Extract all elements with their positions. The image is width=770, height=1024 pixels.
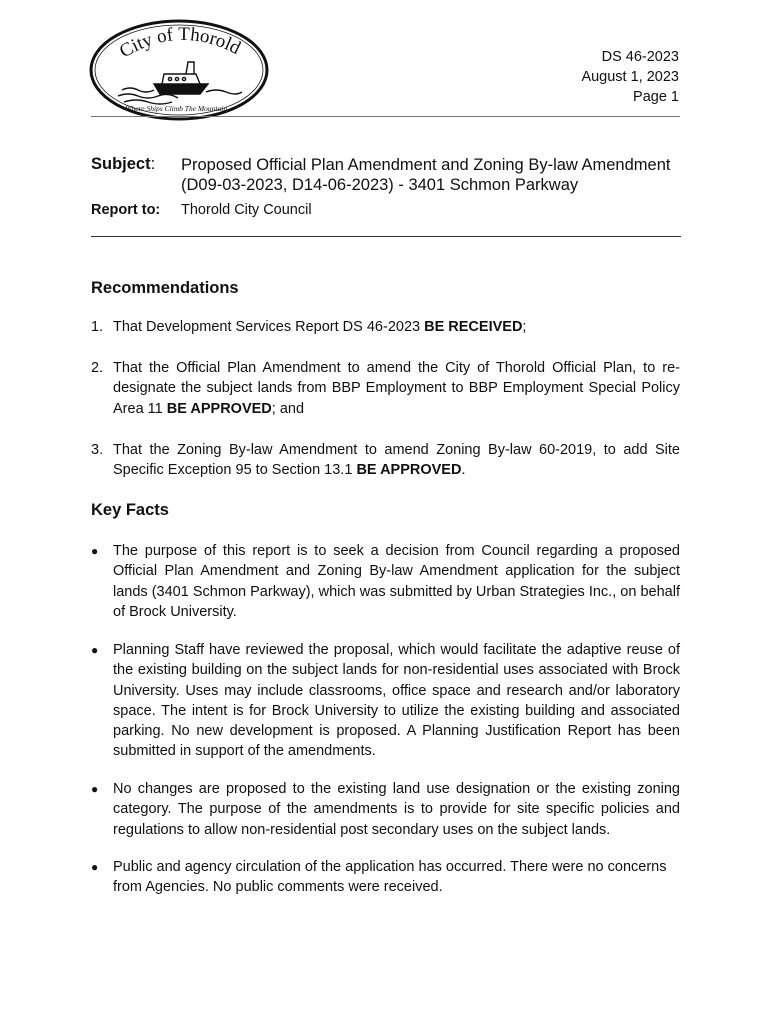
subject-divider (91, 236, 681, 237)
key-fact-bullet (91, 541, 680, 622)
item-text-bold: BE APPROVED (166, 400, 272, 417)
subject-line-2: (D09-03-2023, D14-06-2023) - 3401 Schmon Parkway (181, 176, 579, 194)
subject-colon: : (150, 155, 156, 173)
recommendations-heading: Recommendations (91, 279, 239, 297)
item-text-tail: . (461, 462, 466, 479)
subject-label (91, 155, 155, 174)
item-text (113, 358, 680, 419)
subject-text (181, 155, 681, 195)
report-meta (581, 47, 679, 107)
key-fact-bullet (91, 779, 680, 840)
item-text-plain: That Development Services Report DS 46-2023 (113, 319, 425, 335)
item-text (113, 317, 680, 337)
key-fact-bullet (91, 640, 680, 762)
bullet-text: Public and agency circulation of the application has occurred. There were no concerns from Agencies. No public comments were received. (113, 859, 667, 896)
recommendation-item (91, 317, 680, 337)
bullet-text: Planning Staff have reviewed the proposal, which would facilitate the adaptive reuse of the existing building on the subject lands for non-residential uses associated with Brock University. Uses may include classrooms, office space and research and/or laboratory space. The intent is for Brock University to utilize the existing building and associated parking. No new development is proposed. A Planning Justification Report has been submitted in support of the amendments. (113, 642, 680, 760)
city-of-thorold-logo (88, 18, 270, 122)
report-to-value: Thorold City Council (181, 202, 312, 218)
header-divider (91, 116, 680, 117)
bullet-icon: ● (91, 782, 99, 796)
bullet-text: No changes are proposed to the existing land use designation or the existing zoning category. The purpose of the amendments is to provide for site specific policies and regulations to allow non-residential post secondary uses on the subject lands. (113, 781, 680, 838)
report-number: DS 46-2023 (601, 49, 679, 65)
item-text-plain: That the Zoning By-law Amendment to amend Zoning By-law 60-2019, to add Site Specific Exception 95 to Section 13.1 (113, 442, 680, 479)
item-number: 3. (91, 442, 104, 458)
item-text-plain: That the Official Plan Amendment to amend the City of Thorold Official Plan, to re-designate the subject lands from BBP Employment to BBP Employment Special Policy Area 11 (113, 360, 680, 417)
item-text-tail: ; and (271, 400, 305, 417)
item-number: 2. (91, 360, 104, 376)
key-facts-heading: Key Facts (91, 501, 169, 519)
bullet-icon: ● (91, 643, 99, 657)
logo-tagline: Where Ships Climb The Mountain... (125, 104, 233, 113)
item-text-bold: BE RECEIVED (424, 319, 523, 335)
item-text-bold: BE APPROVED (356, 462, 462, 479)
bullet-text: The purpose of this report is to seek a decision from Council regarding a proposed Official Plan Amendment and Zoning By-law Amendment application for the subject lands (3401 Schmon Parkway), which was submitted by Urban Strategies Inc., on behalf of Brock University. (113, 543, 680, 620)
key-fact-bullet (91, 857, 680, 898)
subject-line-1: Proposed Official Plan Amendment and Zoning By-law Amendment (181, 156, 671, 174)
item-text (113, 440, 680, 481)
report-date: August 1, 2023 (581, 69, 679, 85)
item-text-tail: ; (522, 319, 527, 335)
bullet-icon: ● (91, 544, 99, 558)
item-number: 1. (91, 319, 104, 335)
logo-title: City of Thorold (116, 23, 244, 63)
page-number: Page 1 (633, 89, 679, 105)
report-to-label: Report to: (91, 202, 161, 218)
recommendation-item (91, 440, 680, 481)
bullet-icon: ● (91, 860, 99, 874)
subject-label-text: Subject (91, 155, 151, 173)
recommendation-item (91, 358, 680, 419)
